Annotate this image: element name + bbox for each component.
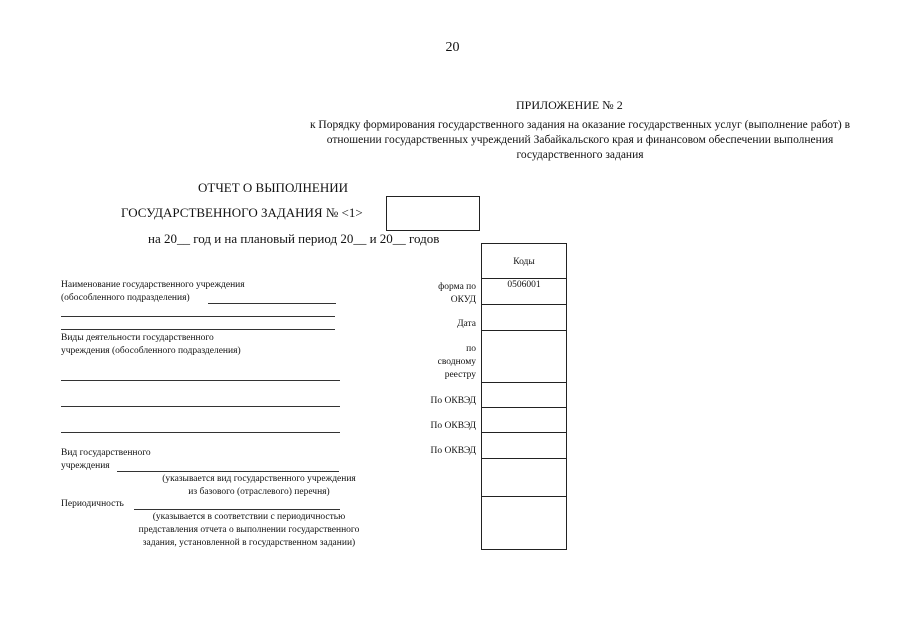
- codes-row-divider: [482, 407, 566, 408]
- institution-type-note-2: из базового (отраслевого) перечня): [188, 487, 330, 497]
- registry-label-line1: по: [466, 344, 476, 354]
- periodicity-label: Периодичность: [61, 499, 124, 509]
- institution-type-field[interactable]: [117, 471, 339, 472]
- codes-row-divider: [482, 458, 566, 459]
- institution-name-label: Наименование государственного учреждения: [61, 280, 245, 290]
- codes-header: Коды: [513, 257, 535, 267]
- page-number: 20: [445, 40, 460, 55]
- report-title-line1: ОТЧЕТ О ВЫПОЛНЕНИИ: [198, 180, 348, 195]
- activity-types-label: Виды деятельности государственного: [61, 333, 214, 343]
- periodicity-note-1: (указывается в соответствии с периодичностью: [152, 512, 346, 522]
- codes-row-divider: [482, 496, 566, 497]
- codes-row-divider: [482, 330, 566, 331]
- periodicity-note-2: представления отчета о выполнении государственного: [138, 525, 360, 535]
- okud-label: [400, 281, 476, 307]
- codes-table: [481, 243, 567, 550]
- registry-label-line3: реестру: [444, 370, 476, 380]
- okud-code-cell: 0506001: [507, 280, 541, 290]
- report-period: на 20__ год и на плановый период 20__ и 20__ годов: [148, 231, 440, 246]
- periodicity-note-3: задания, установленной в государственном задании): [142, 538, 356, 548]
- institution-type-label-2: учреждения: [61, 461, 110, 471]
- institution-type-note-1: (указывается вид государственного учреждения: [162, 474, 356, 484]
- registry-label: [400, 343, 476, 382]
- registry-label-line2: сводному: [437, 357, 476, 367]
- codes-row-divider: [482, 432, 566, 433]
- activity-types-field-1[interactable]: [61, 380, 340, 381]
- institution-name-field-line3[interactable]: [61, 329, 335, 330]
- okved-label-3: По ОКВЭД: [430, 446, 476, 456]
- task-number-box: [386, 196, 480, 231]
- institution-name-field[interactable]: [208, 303, 336, 304]
- institution-name-label-2: (обособленного подразделения): [61, 293, 190, 303]
- date-label: Дата: [457, 319, 476, 329]
- institution-type-label: Вид государственного: [61, 448, 151, 458]
- institution-name-field-line2[interactable]: [61, 316, 335, 317]
- okud-label-line2: ОКУД: [450, 295, 476, 305]
- okved-label-1: По ОКВЭД: [430, 396, 476, 406]
- report-title-line2: ГОСУДАРСТВЕННОГО ЗАДАНИЯ № <1>: [121, 205, 363, 220]
- codes-row-divider: [482, 304, 566, 305]
- appendix-title: ПРИЛОЖЕНИЕ № 2: [516, 98, 623, 112]
- codes-row-divider: [482, 278, 566, 279]
- activity-types-label-2: учреждения (обособленного подразделения): [61, 346, 241, 356]
- appendix-description: к Порядку формирования государственного задания на оказание государственных услуг (выполнение работ) в отношении государственных учреждений Забайкальского края и финансовом обеспечении выполнения государственного задания: [309, 119, 851, 161]
- codes-row-divider: [482, 382, 566, 383]
- okud-label-line1: форма по: [438, 282, 476, 292]
- activity-types-field-3[interactable]: [61, 432, 340, 433]
- periodicity-field[interactable]: [134, 509, 340, 510]
- activity-types-field-2[interactable]: [61, 406, 340, 407]
- okved-label-2: По ОКВЭД: [430, 421, 476, 431]
